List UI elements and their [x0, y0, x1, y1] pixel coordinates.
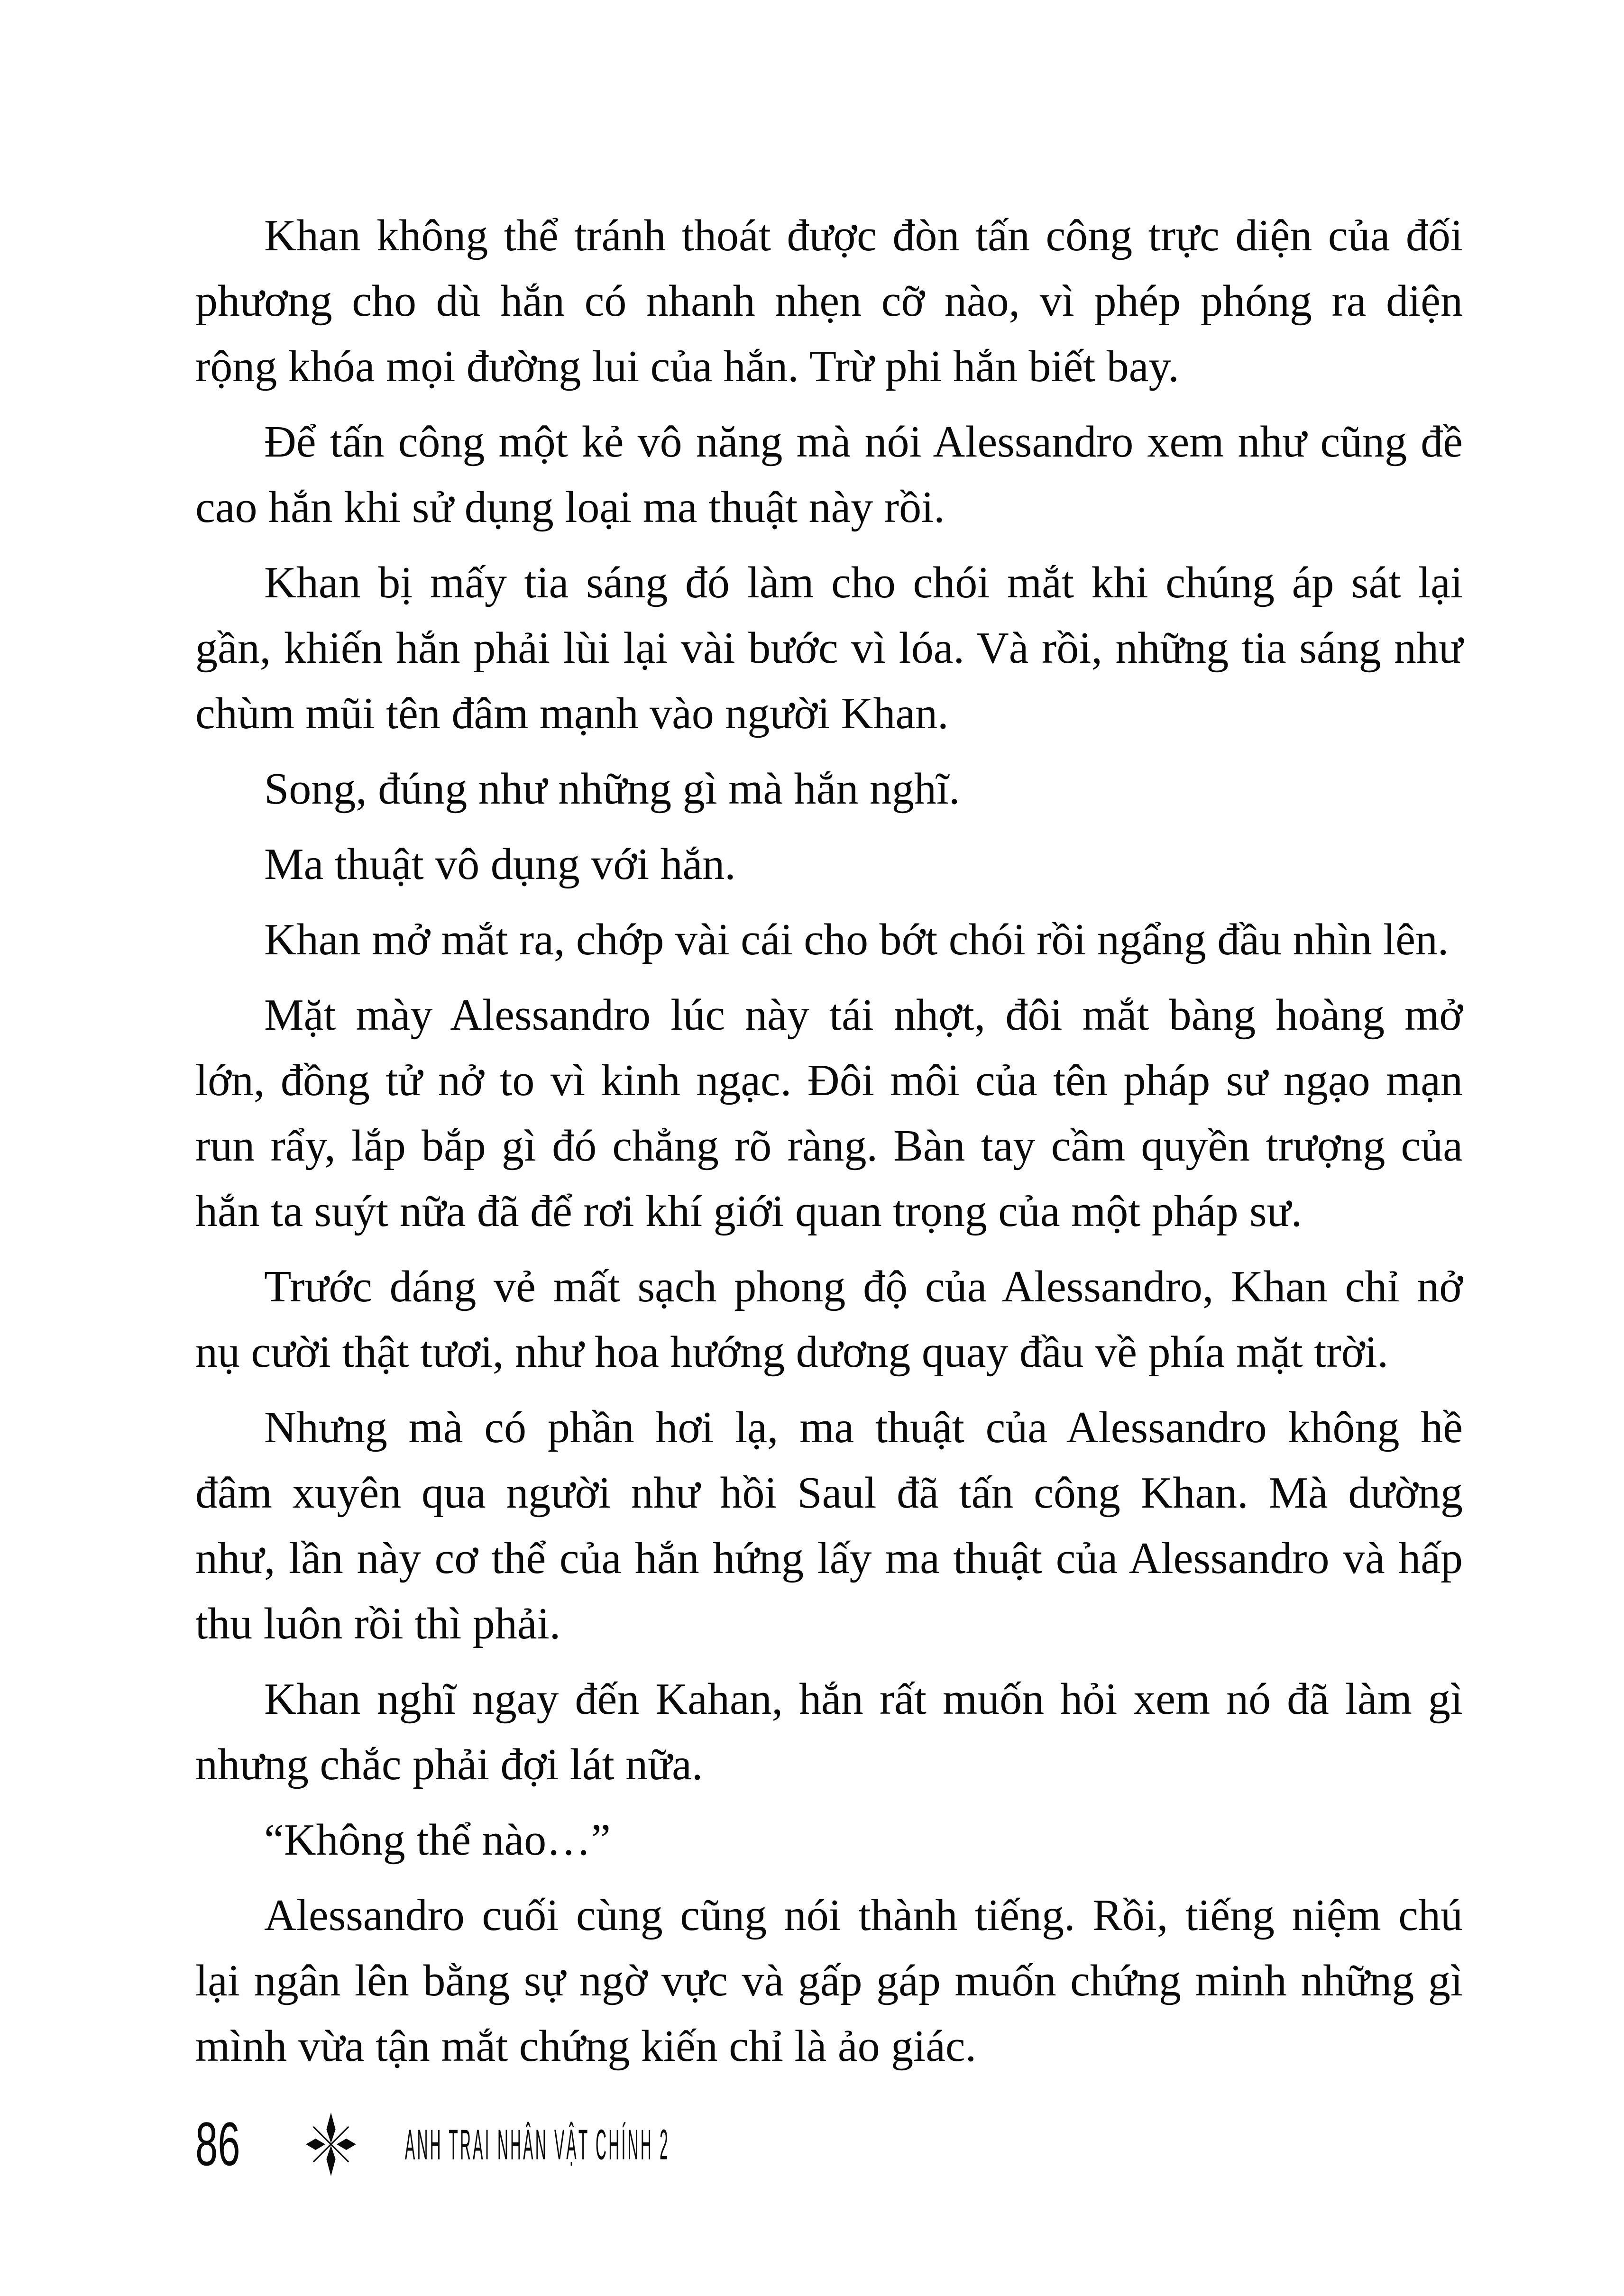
- text-line: Khan không thể tránh thoát được đòn tấn công trực diện của đối: [264, 211, 1463, 260]
- text-line: Khan mở mắt ra, chớp vài cái cho bớt chói rồi ngẩng đầu nhìn lên.: [264, 915, 1449, 964]
- text-line: phương cho dù hắn có nhanh nhẹn cỡ nào, vì phép phóng ra diện: [195, 276, 1463, 326]
- text-line: nhưng chắc phải đợi lát nữa.: [195, 1740, 703, 1789]
- text-line: lớn, đồng tử nở to vì kinh ngạc. Đôi môi của tên pháp sư ngạo mạn: [195, 1056, 1463, 1105]
- body-text: [195, 203, 1463, 2089]
- page-footer: [195, 2109, 905, 2180]
- paragraph: [195, 203, 1463, 399]
- text-line: Alessandro cuối cùng cũng nói thành tiếng. Rồi, tiếng niệm chú: [264, 1891, 1463, 1940]
- star-ornament-icon: [303, 2111, 359, 2177]
- text-line: Song, đúng như những gì mà hắn nghĩ.: [264, 764, 960, 814]
- paragraph: [195, 1254, 1463, 1385]
- paragraph: [195, 1807, 1463, 1873]
- text-line: mình vừa tận mắt chứng kiến chỉ là ảo giác.: [195, 2022, 977, 2071]
- book-title: ANH TRAI NHÂN VẬT CHÍNH 2: [405, 2120, 670, 2168]
- text-line: lại ngân lên bằng sự ngờ vực và gấp gáp muốn chứng minh những gì: [195, 1956, 1463, 2005]
- paragraph: [195, 550, 1463, 746]
- text-line: như, lần này cơ thể của hắn hứng lấy ma thuật của Alessandro và hấp: [195, 1534, 1463, 1583]
- text-line: thu luôn rồi thì phải.: [195, 1599, 561, 1648]
- text-line: gần, khiến hắn phải lùi lại vài bước vì lóa. Và rồi, những tia sáng như: [195, 623, 1463, 673]
- paragraph: [195, 907, 1463, 972]
- text-line: chùm mũi tên đâm mạnh vào người Khan.: [195, 689, 949, 738]
- text-line: nụ cười thật tươi, như hoa hướng dương quay đầu về phía mặt trời.: [195, 1327, 1389, 1377]
- page-number: 86: [195, 2109, 240, 2179]
- text-line: run rẩy, lắp bắp gì đó chẳng rõ ràng. Bàn tay cầm quyền trượng của: [195, 1121, 1463, 1171]
- text-line: đâm xuyên qua người như hồi Saul đã tấn công Khan. Mà dường: [195, 1468, 1463, 1518]
- paragraph: [195, 756, 1463, 822]
- paragraph: [195, 1666, 1463, 1797]
- text-line: “Không thể nào…”: [264, 1815, 611, 1865]
- paragraph: [195, 409, 1463, 540]
- paragraph: [195, 982, 1463, 1244]
- text-line: Mặt mày Alessandro lúc này tái nhợt, đôi mắt bàng hoàng mở: [264, 990, 1463, 1040]
- text-line: Để tấn công một kẻ vô năng mà nói Alessandro xem như cũng đề: [264, 417, 1463, 467]
- text-line: Nhưng mà có phần hơi lạ, ma thuật của Alessandro không hề: [264, 1403, 1463, 1452]
- text-line: Trước dáng vẻ mất sạch phong độ của Alessandro, Khan chỉ nở: [264, 1262, 1463, 1311]
- paragraph: [195, 1883, 1463, 2079]
- text-line: Khan nghĩ ngay đến Kahan, hắn rất muốn hỏi xem nó đã làm gì: [264, 1674, 1463, 1724]
- text-line: Ma thuật vô dụng với hắn.: [264, 840, 736, 889]
- paragraph: [195, 1395, 1463, 1656]
- paragraph: [195, 832, 1463, 897]
- text-line: rộng khóa mọi đường lui của hắn. Trừ phi hắn biết bay.: [195, 342, 1179, 391]
- text-line: hắn ta suýt nữa đã để rơi khí giới quan trọng của một pháp sư.: [195, 1187, 1303, 1236]
- text-line: Khan bị mấy tia sáng đó làm cho chói mắt khi chúng áp sát lại: [264, 558, 1463, 607]
- text-line: cao hắn khi sử dụng loại ma thuật này rồi.: [195, 483, 945, 532]
